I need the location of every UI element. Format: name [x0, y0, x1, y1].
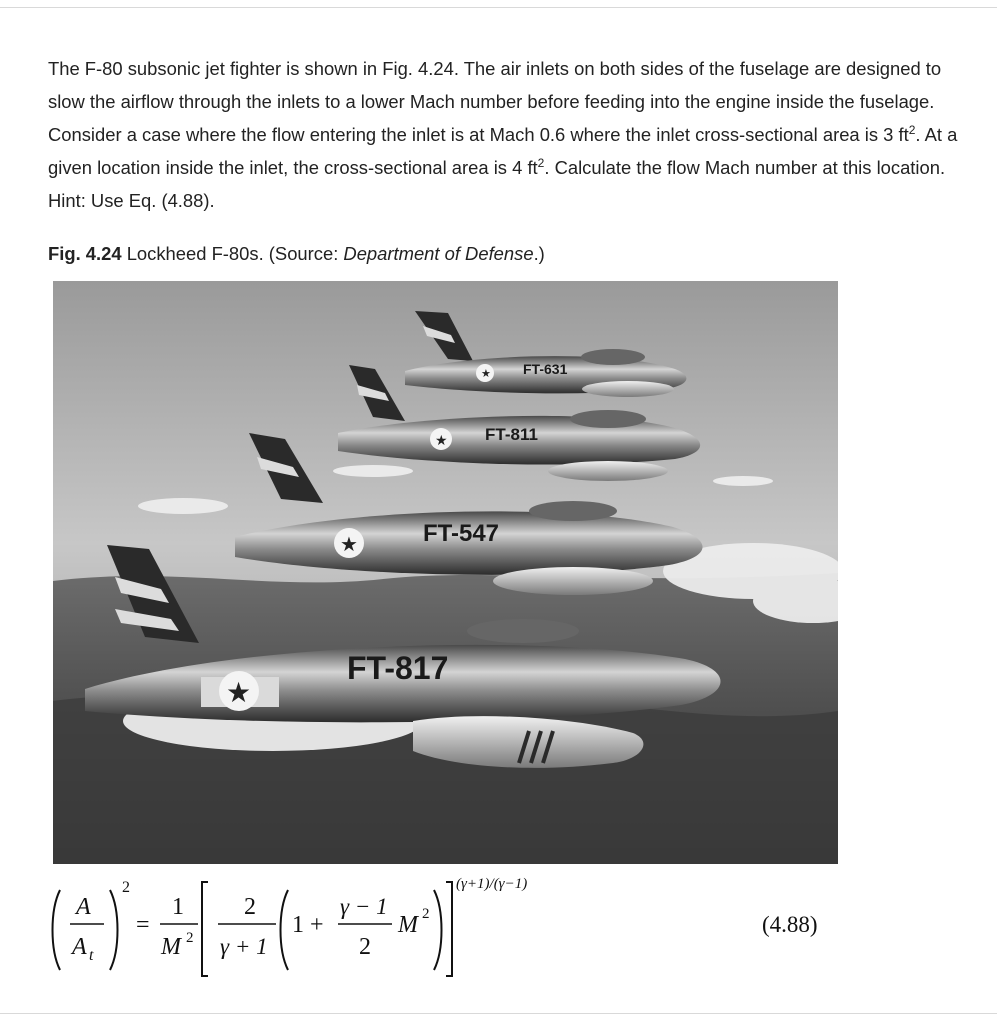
problem-statement [48, 52, 968, 217]
frac3-numerator: γ − 1 [340, 894, 388, 919]
equation-number: (4.88) [762, 912, 818, 937]
problem-text-2: . At a given location inside the inlet, the cross-sectional area is 4 ft [48, 124, 958, 178]
marking-ft-631: FT-631 [523, 361, 568, 377]
caption-source: Department of Defense [343, 243, 534, 264]
superscript-1: 2 [908, 123, 916, 137]
svg-text:★: ★ [481, 368, 491, 380]
marking-ft-817: FT-817 [347, 650, 449, 686]
svg-text:★: ★ [340, 534, 358, 556]
m-squared: M [398, 912, 418, 938]
problem-text-3: . Calculate the flow Mach number at this location. Hint: Use Eq. (4.88). [48, 157, 946, 211]
f80-formation-photo [53, 281, 838, 864]
marking-ft-547: FT-547 [423, 520, 500, 547]
caption-text: Lockheed F-80s. (Source: [121, 243, 344, 264]
superscript-2: 2 [537, 156, 545, 170]
frac1-denominator: M [161, 934, 181, 960]
outer-power: (γ+1)/(γ−1) [456, 876, 528, 892]
frac2-denominator: γ + 1 [220, 934, 268, 959]
equation-4-88 [48, 868, 968, 988]
svg-text:★: ★ [435, 432, 448, 448]
lhs-denominator-sub: t [89, 947, 94, 964]
m-squared-power: 2 [422, 906, 430, 922]
problem-text-1: The F-80 subsonic jet fighter is shown in Fig. 4.24. The air inlets on both sides of the fuselage are designed to slow the airflow through the inlets to a lower Mach number before feeding into the engine inside the fuselage. Consider a case where the flow entering the inlet is at Mach 0.6 where the inlet cross-sectional area is 3 ft [48, 58, 942, 145]
one-plus: 1 + [292, 912, 324, 938]
figure-caption [48, 237, 968, 270]
lhs-numerator: A [76, 894, 91, 920]
frac3-denominator: 2 [359, 934, 371, 960]
frac1-den-power: 2 [186, 930, 194, 946]
equals-sign: = [136, 912, 150, 938]
caption-end: .) [533, 243, 545, 264]
svg-text:★: ★ [226, 677, 252, 708]
lhs-power: 2 [122, 879, 130, 896]
figure-label: Fig. 4.24 [48, 243, 122, 264]
frac1-numerator: 1 [172, 894, 184, 920]
marking-ft-811: FT-811 [485, 425, 538, 444]
equation-formula [48, 868, 748, 988]
frac2-numerator: 2 [244, 894, 256, 920]
lhs-denominator: A [72, 934, 87, 960]
